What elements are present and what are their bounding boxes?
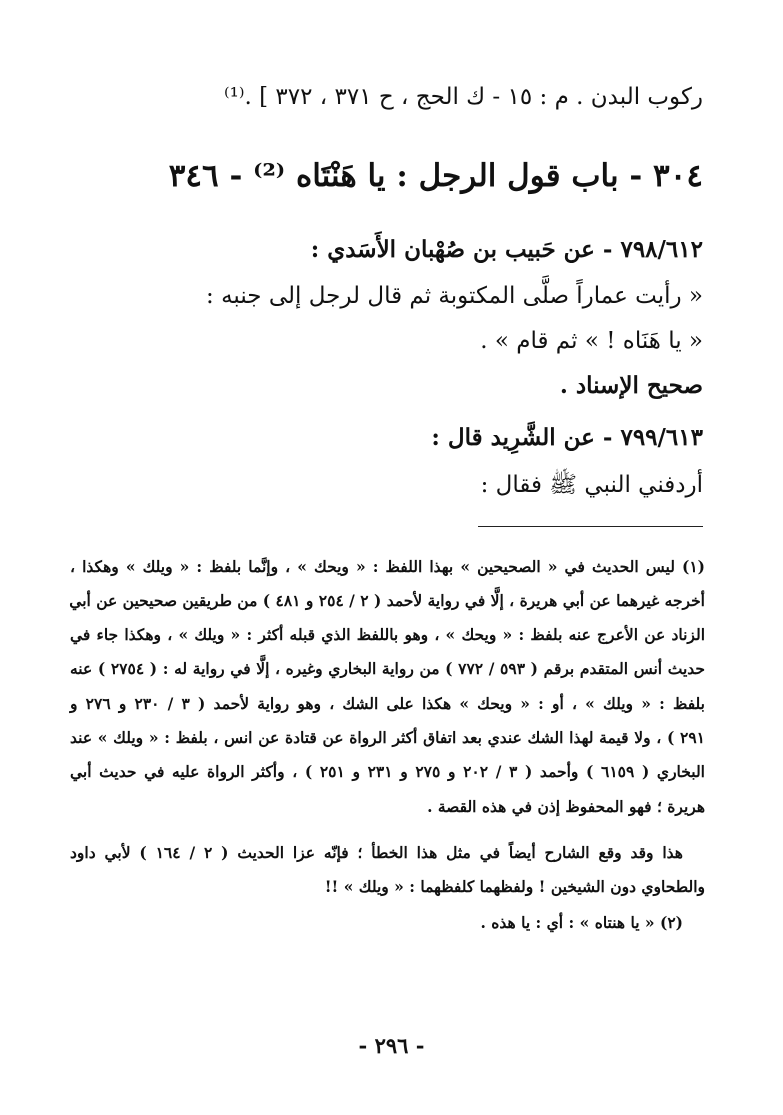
footnote-line: الزناد عن الأعرج عنه بلفظ : « ويحك » ، وهو باللفظ الذي قبله أكثر : « ويلك » ، وهكذا جاء في [70,625,705,644]
hadith-613-text-1: أردفني النبي ﷺ فقال : [480,472,703,498]
hadith-612-header: ٧٩٨/٦١٢ - عن حَبيب بن صُهْبان الأَسَدي : [310,236,703,263]
hadith-612-text-1: « رأيت عماراً صلَّى المكتوبة ثم قال لرجل إلى جنبه : [206,283,703,309]
footnote-line: بلفظ : « ويلك » ، أو : « ويحك » هكذا على الشك ، وهو رواية لأحمد ( ٣ / ٢٣٠ و ٢٧٦ و [70,694,705,713]
footnote-line: البخاري ( ٦١٥٩ ) وأحمد ( ٣ / ٢٠٢ و ٢٧٥ و ٢٣١ و ٢٥١ ) ، وأكثر الرواة عليه في حديث أبي [70,762,705,781]
footnote-line: (١) ليس الحديث في « الصحيحين » بهذا اللفظ : « ويحك » ، وإنَّما بلفظ : « ويلك » وهكذا ، [70,557,705,576]
footnote-line: والطحاوي دون الشيخين ! ولفظهما كلفظهما : « ويلك » !! [324,877,705,896]
chapter-heading: ٣٠٤ - باب قول الرجل : يا هَنْتَاه ⁽²⁾ - ٣٤٦ [168,158,703,194]
footnote-line: ٢٩١ ) ، ولا قيمة لهذا الشك عندي بعد اتفاق أكثر الرواة عن قتادة عن انس ، بلفظ : « ويلك » عند [70,728,705,747]
footnote-line: هريرة ؛ فهو المحفوظ إذن في هذه القصة . [427,797,705,816]
hadith-613-header: ٧٩٩/٦١٣ - عن الشَّرِيد قال : [431,424,703,451]
footnote-line: أخرجه غيرهما عن أبي هريرة ، إلَّا في رواية لأحمد ( ٢ / ٢٥٤ و ٤٨١ ) من طريقين صحيحين عن أبي [69,591,705,610]
hadith-612-text-2: « يا هَنَاه ! » ثم قام » . [480,328,703,354]
page-number: - ٢٩٦ - [358,1033,425,1058]
footnote-line: هذا وقد وقع الشارح أيضاً في مثل هذا الخطأ ؛ فإنّه عزا الحديث ( ٢ / ١٦٤ ) لأبي داود [70,843,683,862]
footnote-divider [478,526,703,527]
footnote-line: (٢) « يا هنتاه » : أي : يا هذه . [480,913,683,932]
hadith-612-grade: صحيح الإسناد . [559,372,703,399]
continued-line: ركوب البدن . م : ١٥ - ك الحج ، ح ٣٧١ ، ٣٧٢ ] .⁽¹⁾ [223,84,703,110]
footnote-line: حديث أنس المتقدم برقم ( ٥٩٣ / ٧٧٢ ) من رواية البخاري وغيره ، إلَّا في رواية له : ( ٢٧٥٤ ) عنه [70,659,705,678]
